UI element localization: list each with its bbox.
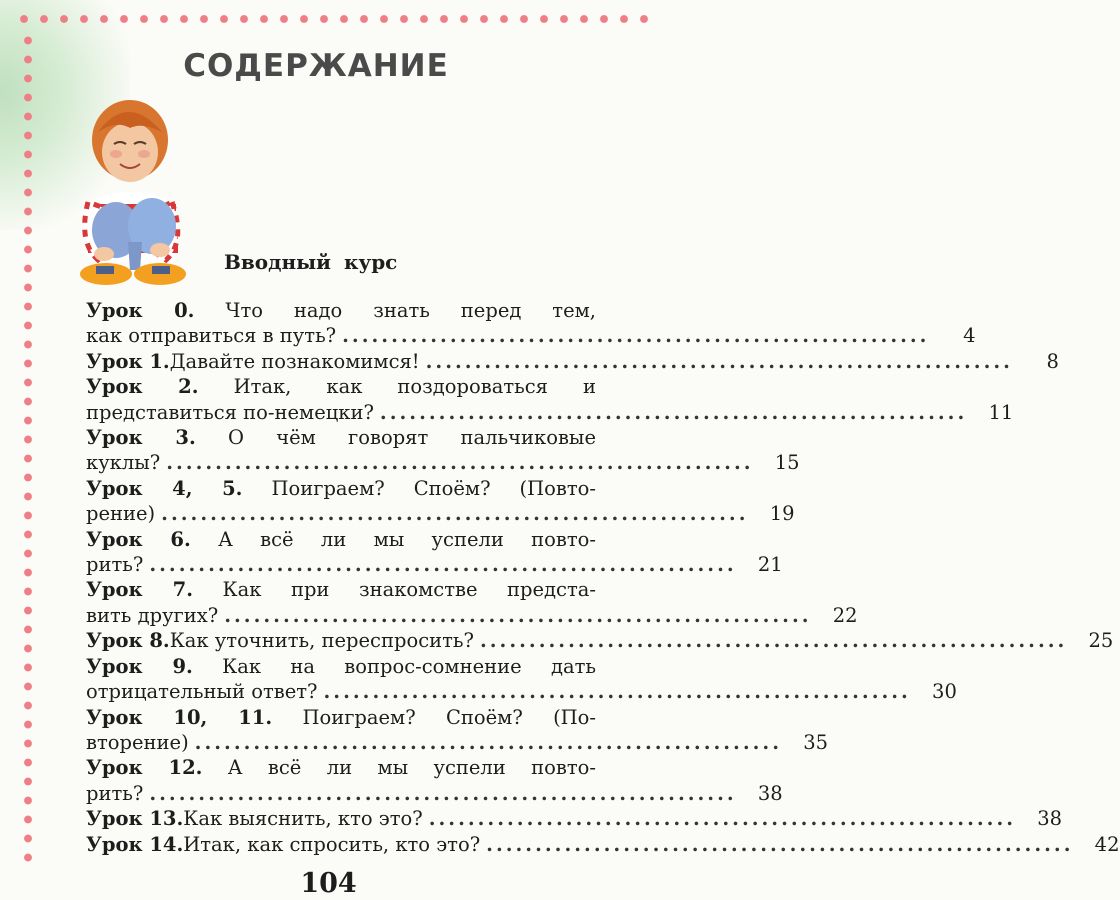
dot-leader: ............................................................ — [323, 680, 911, 704]
lesson-number: Урок 7. — [86, 578, 194, 602]
lesson-number: Урок 14. — [86, 832, 184, 856]
page-ref: 38 — [757, 781, 783, 805]
lesson-title: Как уточнить, переспросить? — [169, 629, 474, 653]
lesson-title: Давайте познакомимся! — [169, 349, 420, 373]
toc-line — [86, 552, 783, 577]
lesson-title: О чём говорят пальчиковые — [227, 426, 596, 450]
lesson-number: Урок 4, 5. — [86, 476, 243, 500]
page-ref: 15 — [774, 451, 800, 475]
lesson-title: А всё ли мы успели повто- — [227, 756, 596, 780]
lesson-title: Поиграем? Споём? (По- — [302, 705, 597, 729]
toc-line — [86, 730, 829, 755]
lesson-title-continued: отрицательный ответ? — [86, 680, 318, 704]
toc-entry — [86, 577, 858, 628]
lesson-title: Как выяснить, кто это? — [183, 807, 423, 831]
dotted-border-left — [21, 31, 35, 871]
dot-leader: ............................................................ — [425, 349, 1013, 373]
lesson-title-continued: вить других? — [86, 603, 219, 627]
lesson-number: Урок 10, 11. — [86, 705, 273, 729]
page-ref: 8 — [1046, 349, 1059, 373]
lesson-title-continued: как отправиться в путь? — [86, 324, 337, 348]
lesson-title-continued: рить? — [86, 781, 144, 805]
page-ref: 19 — [769, 502, 795, 526]
toc-entry — [86, 832, 1120, 857]
toc-line — [86, 832, 1120, 857]
lesson-title: Итак, как поздороваться и — [233, 375, 596, 399]
child-illustration — [68, 92, 208, 287]
toc-line — [86, 806, 1063, 831]
toc-entry — [86, 349, 1059, 374]
lesson-number: Урок 3. — [86, 426, 196, 450]
toc-line — [86, 501, 795, 526]
toc-entry — [86, 374, 1014, 425]
toc-line — [86, 628, 1114, 653]
toc-line — [86, 577, 596, 602]
toc-entry — [86, 425, 800, 476]
toc-line — [86, 705, 596, 730]
page-title: СОДЕРЖАНИЕ — [183, 48, 449, 84]
page-ref: 25 — [1088, 629, 1114, 653]
toc-line — [86, 781, 783, 806]
lesson-number: Урок 13. — [86, 807, 184, 831]
page-number: 104 — [300, 868, 357, 899]
toc-line — [86, 425, 596, 450]
toc-line — [86, 755, 596, 780]
dot-leader: ............................................................ — [161, 502, 749, 526]
lesson-number: Урок 2. — [86, 375, 199, 399]
toc-entry — [86, 476, 795, 527]
toc-entry — [86, 298, 976, 349]
page-ref: 30 — [932, 680, 957, 704]
lesson-title: Что надо знать перед тем, — [225, 299, 596, 322]
lesson-title: Итак, как спросить, кто это? — [183, 832, 481, 856]
page-ref: 22 — [832, 603, 858, 627]
toc-entry — [86, 527, 783, 578]
lesson-title-continued: представиться по-немецки? — [86, 400, 374, 424]
dot-leader: ............................................................ — [342, 324, 930, 348]
toc-entry — [86, 806, 1063, 831]
toc-line — [86, 603, 858, 628]
dot-leader: ............................................................ — [486, 832, 1074, 856]
lesson-number: Урок 6. — [86, 527, 191, 551]
dot-leader: ............................................................ — [194, 730, 783, 754]
lesson-number: Урок 9. — [86, 654, 193, 678]
section-heading: Вводный курс — [224, 250, 398, 274]
toc-line — [86, 400, 1014, 425]
toc-line — [86, 476, 596, 501]
page-ref: 38 — [1037, 807, 1063, 831]
toc-entry — [86, 654, 957, 705]
dot-leader: ............................................................ — [149, 553, 737, 577]
page-ref: 42 — [1094, 832, 1120, 856]
dot-leader: ............................................................ — [479, 629, 1068, 653]
lesson-number: Урок 12. — [86, 756, 203, 780]
toc-line — [86, 679, 957, 704]
lesson-number: Урок 8. — [86, 629, 170, 653]
toc-line — [86, 349, 1059, 374]
lesson-title: Поиграем? Споём? (Повто- — [271, 476, 596, 500]
page-ref: 4 — [963, 324, 976, 348]
lesson-title-continued: рить? — [86, 553, 144, 577]
lesson-title-continued: рение) — [86, 502, 156, 526]
table-of-contents — [86, 298, 1120, 857]
toc-entry — [86, 705, 829, 756]
lesson-number: Урок 1. — [86, 349, 170, 373]
dot-leader: ............................................................ — [224, 603, 812, 627]
toc-line — [86, 450, 800, 475]
toc-line — [86, 527, 596, 552]
toc-line — [86, 374, 596, 399]
page-ref: 11 — [988, 400, 1014, 424]
toc-entry — [86, 755, 783, 806]
lesson-title: Как при знакомстве предста- — [222, 578, 596, 602]
dot-leader: ............................................................ — [149, 781, 737, 805]
toc-entry — [86, 628, 1114, 653]
page-ref: 21 — [757, 553, 783, 577]
lesson-number: Урок 0. — [86, 299, 195, 322]
lesson-title: Как на вопрос-сомнение дать — [222, 654, 596, 678]
lesson-title-continued: вторение) — [86, 730, 189, 754]
toc-line — [86, 298, 596, 323]
dot-leader: ............................................................ — [379, 400, 968, 424]
toc-line — [86, 654, 596, 679]
dot-leader: ............................................................ — [166, 451, 754, 475]
lesson-title: А всё ли мы успели повто- — [218, 527, 596, 551]
dotted-border-top — [14, 13, 654, 25]
toc-line — [86, 323, 976, 348]
lesson-title-continued: куклы? — [86, 451, 161, 475]
dot-leader: ............................................................ — [428, 807, 1017, 831]
page-ref: 35 — [803, 730, 829, 754]
